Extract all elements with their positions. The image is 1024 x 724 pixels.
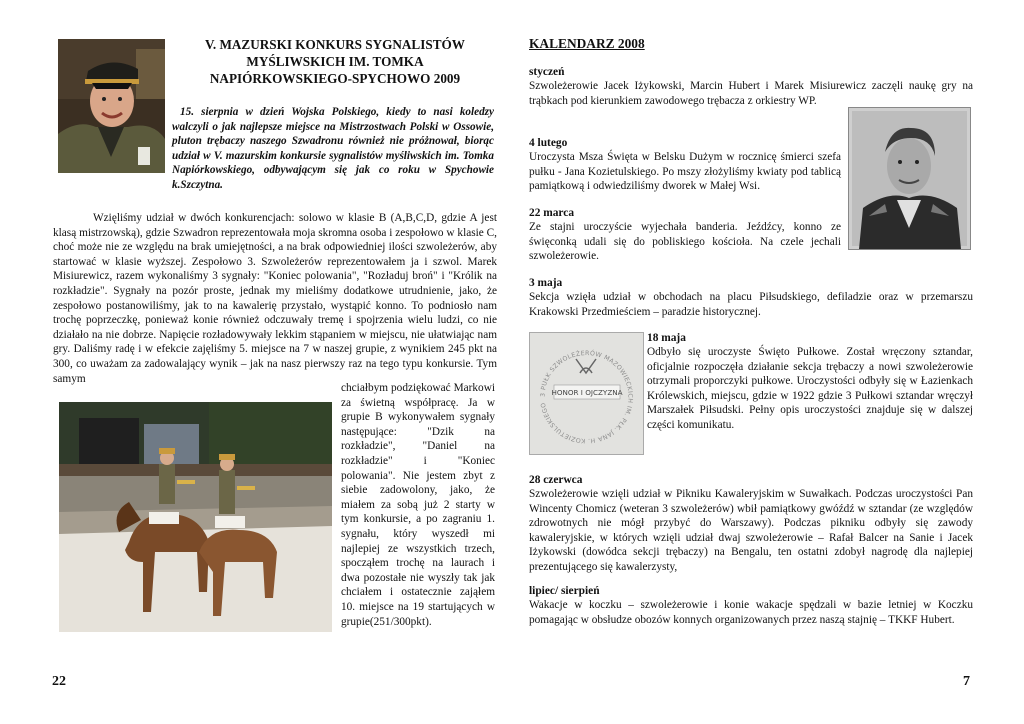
entry-date: lipiec/ sierpień <box>529 585 600 597</box>
article-title: V. MAZURSKI KONKURS SYGNALISTÓW MYŚLIWSKICH IM. TOMKA NAPIÓRKOWSKIEGO-SPYCHOWO 2009 <box>205 37 465 86</box>
entry-text: Szwoleżerowie Jacek Iżykowski, Marcin Hubert i Marek Misiurewicz zaczęli naukę gry na trąbkach pod kierunkiem zawodowego trębacza z orkiestry WP. <box>529 80 973 107</box>
calendar-entry-mar-22 <box>529 206 841 264</box>
calendar-title: KALENDARZ 2008 <box>529 36 645 51</box>
flag-ring-text: 3 PUŁK SZWOLEŻERÓW MAZOWIECKICH IM. PŁK. JANA H. KOZIETULSKIEGO <box>539 349 634 445</box>
entry-date: 4 lutego <box>529 137 568 149</box>
calendar-entry-may-18 <box>647 331 973 433</box>
entry-text: Sekcja wzięła udział w obchodach na placu Piłsudskiego, defiladzie oraz w przemarszu Krakowski Przedmieściem – paradzie historycznej. <box>529 291 973 318</box>
entry-date: styczeń <box>529 66 565 78</box>
calendar-entry-may-3 <box>529 276 973 319</box>
calendar-entry-feb-4 <box>529 136 841 194</box>
article-body-main: Wzięliśmy udział w dwóch konkurencjach: solowo w klasie B (A,B,C,D, gdzie A jest klasą mistrzowską), gdzie Szwadron reprezentowała moja skromna osoba i zespołowo w klasie C, choć może nie ze względu na brak umiejętności, a na brak odpowiedniej ilości szwoleżerów, aby startować w klasie wyższej. Zespołowo 3. Szwoleżerów reprezentowałem ja i szwol. Marek Misiurewicz, razem wykonaliśmy 3 sygnały: "Koniec polowania", "Rozładuj broń" i "Królik na rozkładzie". Sygnały na pozór proste, jednak my mieliśmy dodatkowe utrudnienie, jako, że zespołowo postanowiliśmy, jak to na kawalerię przystało, wystąpić konno. To podniosło nam trochę poprzeczkę, ponieważ konie również odczuwały tremę i spojrzenia wielu ludzi, co nie działało na nie dobrze. Napięcie rozładowywały lekkim stąpaniem w miejscu, nie ułatwiając nam gry. Daliśmy radę i w efekcie zajęliśmy 5. miejsce na 7 w naszej grupie, z wynikiem 245 pkt na 300, co uważam za zadowalający wynik – jak na nasz pierwszy raz na tego typu konkursie. Tym samym <box>53 212 497 385</box>
entry-text: Szwoleżerowie wzięli udział w Pikniku Kawaleryjskim w Suwałkach. Podczas uroczystości Pan Wincenty Chomicz (weteran 3 szwoleżerów) wbił pamiątkowy gwóźdź w sztandar (ze względów zdrowotnych nie mógł przybyć do Warszawy). Podczas pikniku odbyły się zawody kawaleryjskie, w których wzięli udział dwaj szwoleżerowie – Rafał Balcer na Sanie i Jacek Iżykowski (dowódca sekcji trębaczy) na Bengalu, ten ostatni zdobył nagrodę dla najlepiej prezentującego się kawalerzysty, <box>529 488 973 573</box>
portrait-photo <box>58 39 165 173</box>
calendar-entry-jun-28 <box>529 473 973 575</box>
horseback-trumpeters-photo <box>59 402 332 632</box>
entry-text: Ze stajni uroczyście wyjechała banderia. Jeźdźcy, konno ze święconką udali się do pobliskiego kościoła. Na czele jechali szwoleżerowie. <box>529 221 841 263</box>
article-body-side: chciałbym podziękować Markowi za świetną współpracę. Ja w grupie B wykonywałem sygnały następujące: "Dzik na rozkładzie", "Daniel na rozkładzie" i "Koniec polowania". Nie jestem zbyt z siebie zadowolony, jako, że miałem za sobą już 2 starty w tym konkursie, a po zagraniu 1. sygnału, który wyszedł mi najlepiej ze wszystkich trzech, spocząłem trochę na laurach i dwa pozostałe nie wyszły tak jak chciałem i ostatecznie zająłem 10. miejsce na 19 startujących w grupie(251/300pkt). <box>341 382 495 628</box>
page-number-left: 22 <box>52 674 66 689</box>
entry-date: 28 czerwca <box>529 474 583 486</box>
calendar-entry-january <box>529 65 973 108</box>
entry-text: Odbyło się uroczyste Święto Pułkowe. Został wręczony sztandar, oficjalnie rozpoczęła działanie sekcja trębaczy a nowi szwoleżerowie otrzymali proporczyki pułkowe. Uroczystości odbyły się w Łazienkach Królewskich, miejscu, gdzie w 1922 gdzie 3 Pułkowi sztandar wręczył Marszałek Piłsudski. Pełny opis uroczystości znajduje się w dalszej części komunikatu. <box>647 346 973 431</box>
flag-center-text: HONOR I OJCZYZNA <box>551 388 623 397</box>
regiment-flag-photo <box>529 332 644 455</box>
page-number-right: 7 <box>963 674 970 689</box>
kozietulski-portrait <box>848 107 971 250</box>
article-lead: 15. sierpnia w dzień Wojska Polskiego, kiedy to nasi koledzy walczyli o jak najlepsze miejsce na Mistrzostwach Polski w Ossowie, pluton trębaczy naszego Szwadronu również nie próżnował, biorąc udział w V. mazurskim konkursie sygnalistów myśliwskich im. Tomka Napiórkowskiego, odbywającym się jak co roku w Spychowie k.Szczytna. <box>172 106 494 191</box>
entry-date: 22 marca <box>529 207 575 219</box>
entry-text: Uroczysta Msza Święta w Belsku Dużym w rocznicę śmierci szefa pułku - Jana Kozietulskiego. Po mszy złożyliśmy kwiaty pod tablicą pamiątkową i odwiedziliśmy dworek w Małej Wsi. <box>529 151 841 193</box>
entry-date: 18 maja <box>647 332 686 344</box>
entry-date: 3 maja <box>529 277 563 289</box>
entry-text: Wakacje w koczku – szwoleżerowie i konie wakacje spędzali w bazie letniej w Koczku pomagając w obsłudze obozów konnych organizowanych przez naszą stajnię – TKKF Hubert. <box>529 599 973 626</box>
calendar-entry-jul-aug <box>529 584 973 627</box>
